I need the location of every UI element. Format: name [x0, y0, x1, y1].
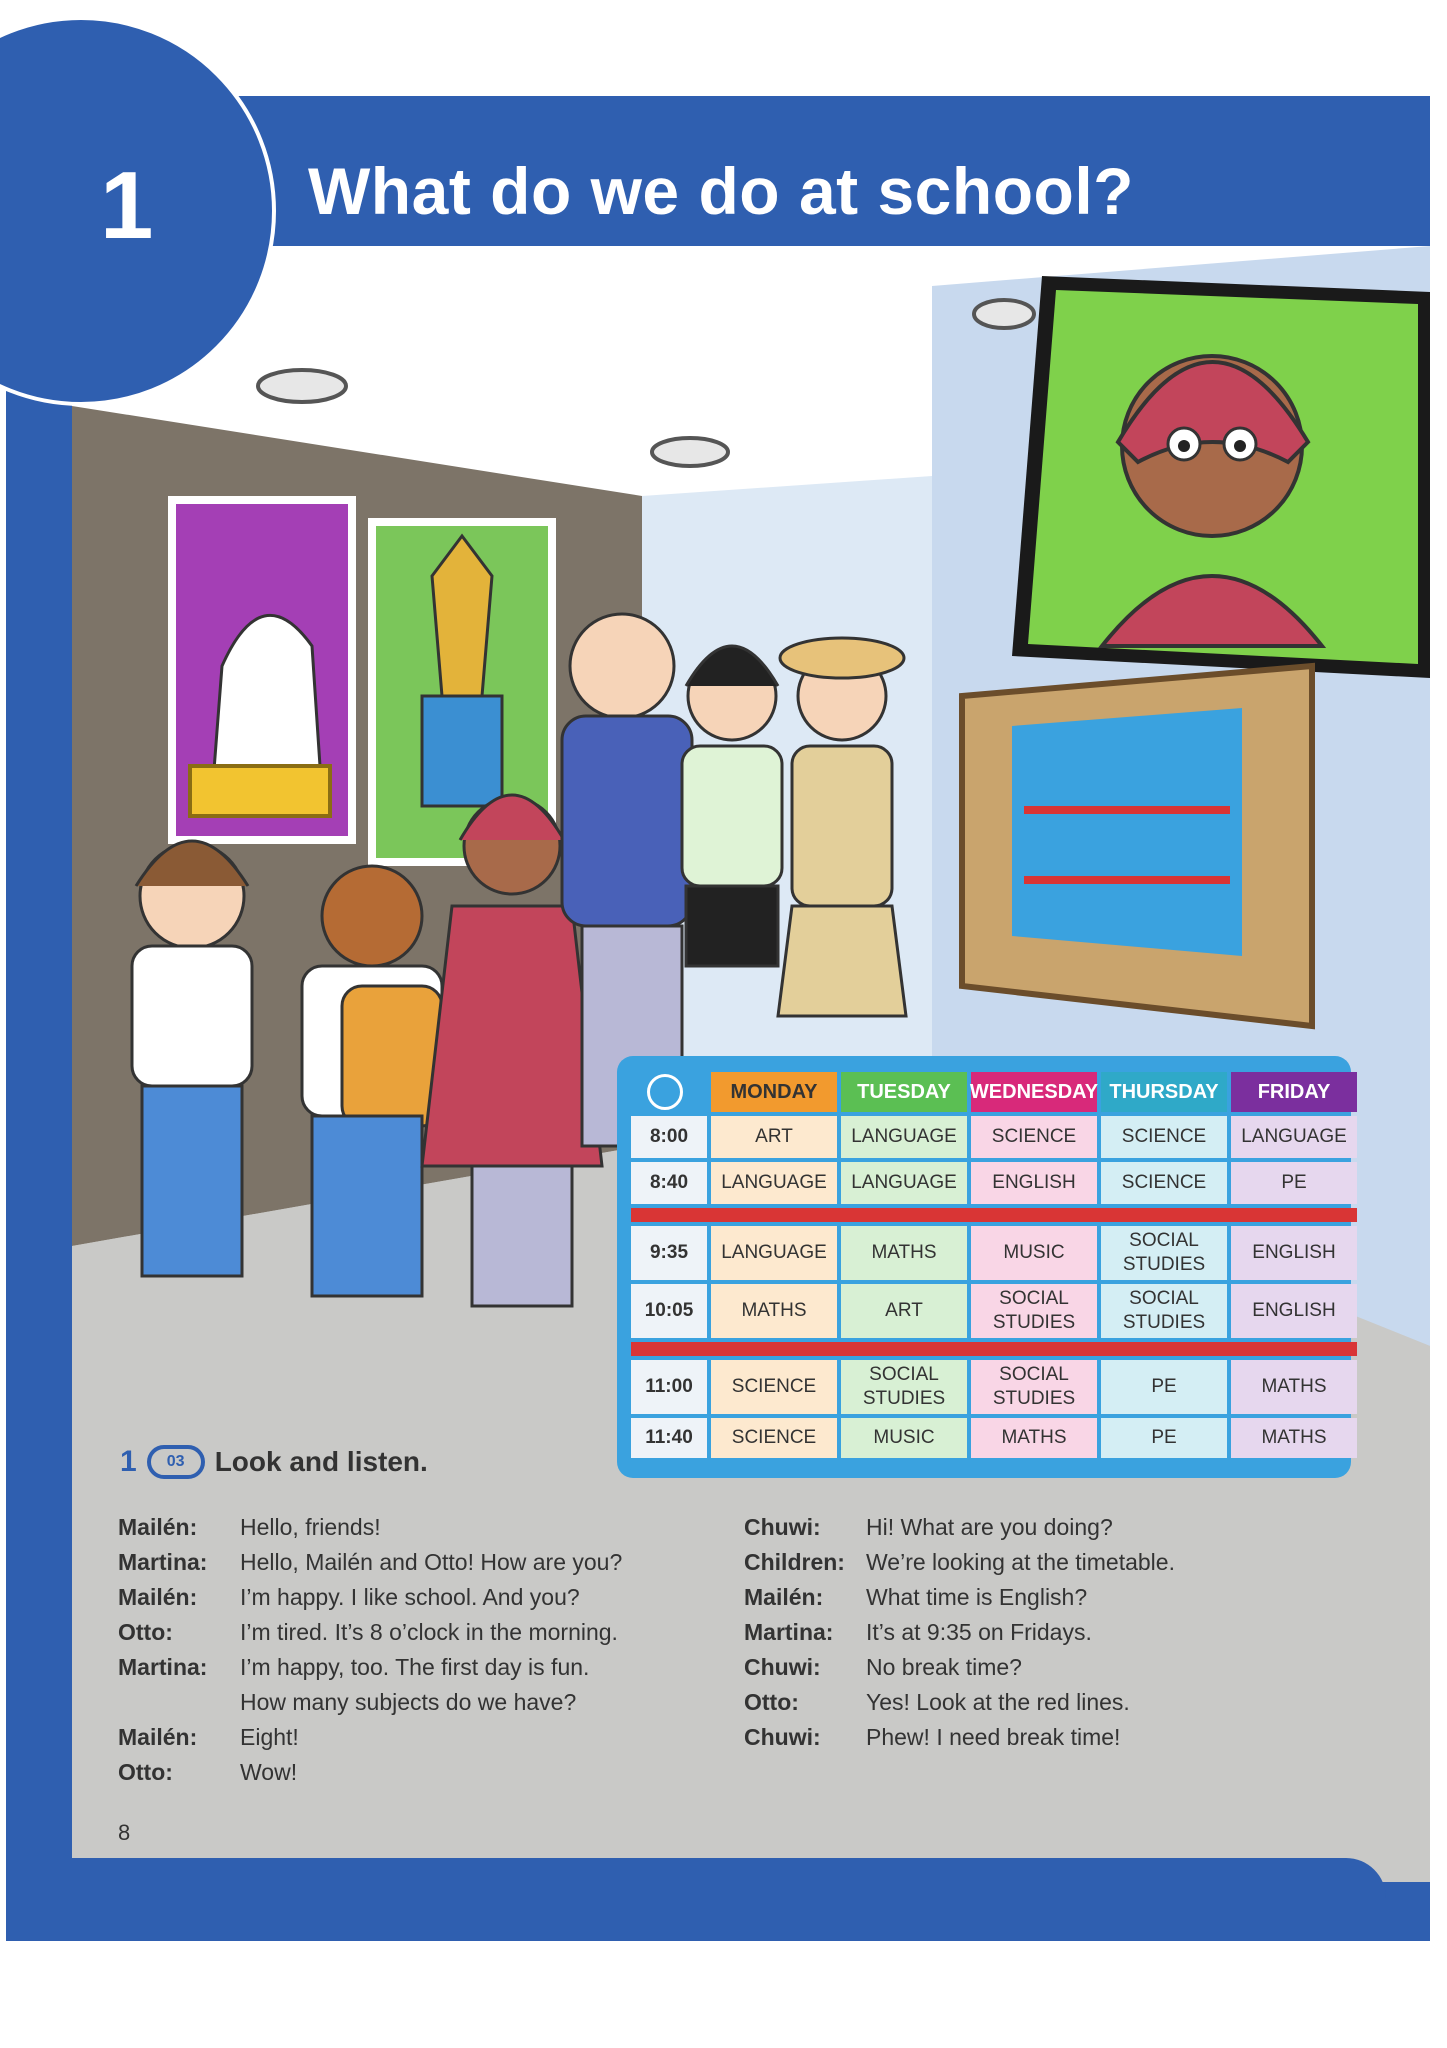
- timetable-subject: SOCIAL STUDIES: [971, 1360, 1097, 1414]
- timetable-day-header: WEDNESDAY: [971, 1072, 1097, 1112]
- dialogue-line: [744, 1685, 1175, 1720]
- ceiling-light: [258, 370, 346, 402]
- timetable-time: 11:00: [631, 1360, 707, 1414]
- timetable: [617, 1056, 1351, 1478]
- dialogue-line: [744, 1510, 1175, 1545]
- speaker-name: Otto:: [118, 1619, 173, 1645]
- timetable-time: 9:35: [631, 1226, 707, 1280]
- dialogue-text: I’m happy, too. The first day is fun.: [240, 1654, 590, 1680]
- speaker-name: Mailén:: [118, 1724, 198, 1750]
- speaker-name: Martina:: [118, 1654, 208, 1680]
- dialogue-line: [744, 1615, 1175, 1650]
- unit-number: 1: [100, 152, 154, 259]
- dialogue-line: [118, 1580, 622, 1615]
- speaker-name: Martina:: [118, 1549, 208, 1575]
- speaker-name: Martina:: [744, 1619, 834, 1645]
- speaker-name: Children:: [744, 1549, 845, 1575]
- timetable-subject: MATHS: [1231, 1360, 1357, 1414]
- timetable-subject: SCIENCE: [971, 1116, 1097, 1158]
- speaker-name: Mailén:: [118, 1514, 198, 1540]
- timetable-subject: ENGLISH: [1231, 1226, 1357, 1280]
- dialogue-text: How many subjects do we have?: [240, 1689, 577, 1715]
- video-call-screen: [1012, 276, 1430, 678]
- dialogue-line: [118, 1755, 622, 1790]
- timetable-subject: MATHS: [1231, 1418, 1357, 1458]
- dialogue-line: [118, 1545, 622, 1580]
- ceiling-light: [974, 300, 1034, 328]
- timetable-subject: SOCIAL STUDIES: [841, 1360, 967, 1414]
- speaker-name: Mailén:: [744, 1584, 824, 1610]
- wall-corkboard: [962, 666, 1312, 1026]
- child-explorer-girl: [778, 638, 906, 1016]
- timetable-subject: ART: [841, 1284, 967, 1338]
- speaker-name: Chuwi:: [744, 1654, 821, 1680]
- timetable-subject: SCIENCE: [1101, 1162, 1227, 1204]
- timetable-subject: PE: [1101, 1418, 1227, 1458]
- dialogue-line: [744, 1545, 1175, 1580]
- dialogue-line: [118, 1720, 622, 1755]
- dialogue-left-column: [118, 1510, 622, 1790]
- timetable-subject: SCIENCE: [711, 1360, 837, 1414]
- timetable-day-header: FRIDAY: [1231, 1072, 1357, 1112]
- timetable-subject: PE: [1101, 1360, 1227, 1414]
- dialogue-text: Hello, Mailén and Otto! How are you?: [240, 1549, 623, 1575]
- dialogue-line: [744, 1650, 1175, 1685]
- activity-number: 1: [120, 1445, 137, 1478]
- timetable-subject: LANGUAGE: [711, 1226, 837, 1280]
- child-otto-back: [302, 866, 442, 1296]
- timetable-time: 8:40: [631, 1162, 707, 1204]
- speaker-name: Otto:: [118, 1759, 173, 1785]
- timetable-subject: MUSIC: [971, 1226, 1097, 1280]
- timetable-day-header: THURSDAY: [1101, 1072, 1227, 1112]
- dialogue-text: It’s at 9:35 on Fridays.: [866, 1619, 1092, 1645]
- timetable-subject: MUSIC: [841, 1418, 967, 1458]
- dialogue-text: Hi! What are you doing?: [866, 1514, 1113, 1540]
- dialogue-line: [744, 1580, 1175, 1615]
- clock-icon: [647, 1074, 683, 1110]
- timetable-subject: SOCIAL STUDIES: [1101, 1226, 1227, 1280]
- timetable-subject: PE: [1231, 1162, 1357, 1204]
- dialogue-text: Yes! Look at the red lines.: [866, 1689, 1130, 1715]
- dialogue-line: [118, 1685, 622, 1720]
- timetable-day-header: TUESDAY: [841, 1072, 967, 1112]
- timetable-subject: ENGLISH: [1231, 1284, 1357, 1338]
- speaker-name: [118, 1685, 240, 1720]
- timetable-subject: LANGUAGE: [841, 1162, 967, 1204]
- dialogue-text: Hello, friends!: [240, 1514, 381, 1540]
- page-number: 8: [118, 1820, 131, 1845]
- dialogue-text: Wow!: [240, 1759, 298, 1785]
- timetable-subject: ART: [711, 1116, 837, 1158]
- timetable-subject: ENGLISH: [971, 1162, 1097, 1204]
- ceiling-light: [652, 438, 728, 466]
- dialogue-line: [118, 1510, 622, 1545]
- dialogue-text: Phew! I need break time!: [866, 1724, 1121, 1750]
- timetable-day-header: MONDAY: [711, 1072, 837, 1112]
- dialogue-right-column: [744, 1510, 1175, 1755]
- page-title: What do we do at school?: [308, 154, 1134, 228]
- timetable-subject: LANGUAGE: [1231, 1116, 1357, 1158]
- dialogue-text: We’re looking at the timetable.: [866, 1549, 1175, 1575]
- speaker-name: Chuwi:: [744, 1514, 821, 1540]
- speaker-name: Otto:: [744, 1689, 799, 1715]
- dialogue-text: What time is English?: [866, 1584, 1088, 1610]
- timetable-time: 10:05: [631, 1284, 707, 1338]
- activity-heading: [120, 1445, 428, 1479]
- timetable-subject: SCIENCE: [1101, 1116, 1227, 1158]
- footer-band: [6, 1858, 1386, 1924]
- dialogue-line: [118, 1650, 622, 1685]
- timetable-subject: MATHS: [711, 1284, 837, 1338]
- timetable-time: 8:00: [631, 1116, 707, 1158]
- dialogue-line: [118, 1615, 622, 1650]
- activity-instruction: Look and listen.: [214, 1446, 428, 1477]
- timetable-subject: MATHS: [971, 1418, 1097, 1458]
- dialogue-line: [744, 1720, 1175, 1755]
- speaker-name: Chuwi:: [744, 1724, 821, 1750]
- child-mailen: [132, 841, 252, 1276]
- timetable-subject: SOCIAL STUDIES: [971, 1284, 1097, 1338]
- timetable-subject: SOCIAL STUDIES: [1101, 1284, 1227, 1338]
- dialogue-text: Eight!: [240, 1724, 299, 1750]
- speaker-name: Mailén:: [118, 1584, 198, 1610]
- child-girl-sunflower: [682, 646, 782, 966]
- timetable-subject: LANGUAGE: [711, 1162, 837, 1204]
- timetable-subject: MATHS: [841, 1226, 967, 1280]
- timetable-time: 11:40: [631, 1418, 707, 1458]
- break-time-line: [631, 1208, 1357, 1222]
- dialogue-text: No break time?: [866, 1654, 1022, 1680]
- dialogue-text: I’m happy. I like school. And you?: [240, 1584, 580, 1610]
- break-time-line: [631, 1342, 1357, 1356]
- timetable-subject: LANGUAGE: [841, 1116, 967, 1158]
- timetable-subject: SCIENCE: [711, 1418, 837, 1458]
- dialogue-text: I’m tired. It’s 8 o’clock in the morning.: [240, 1619, 618, 1645]
- headphones-audio-icon[interactable]: 03: [147, 1445, 205, 1479]
